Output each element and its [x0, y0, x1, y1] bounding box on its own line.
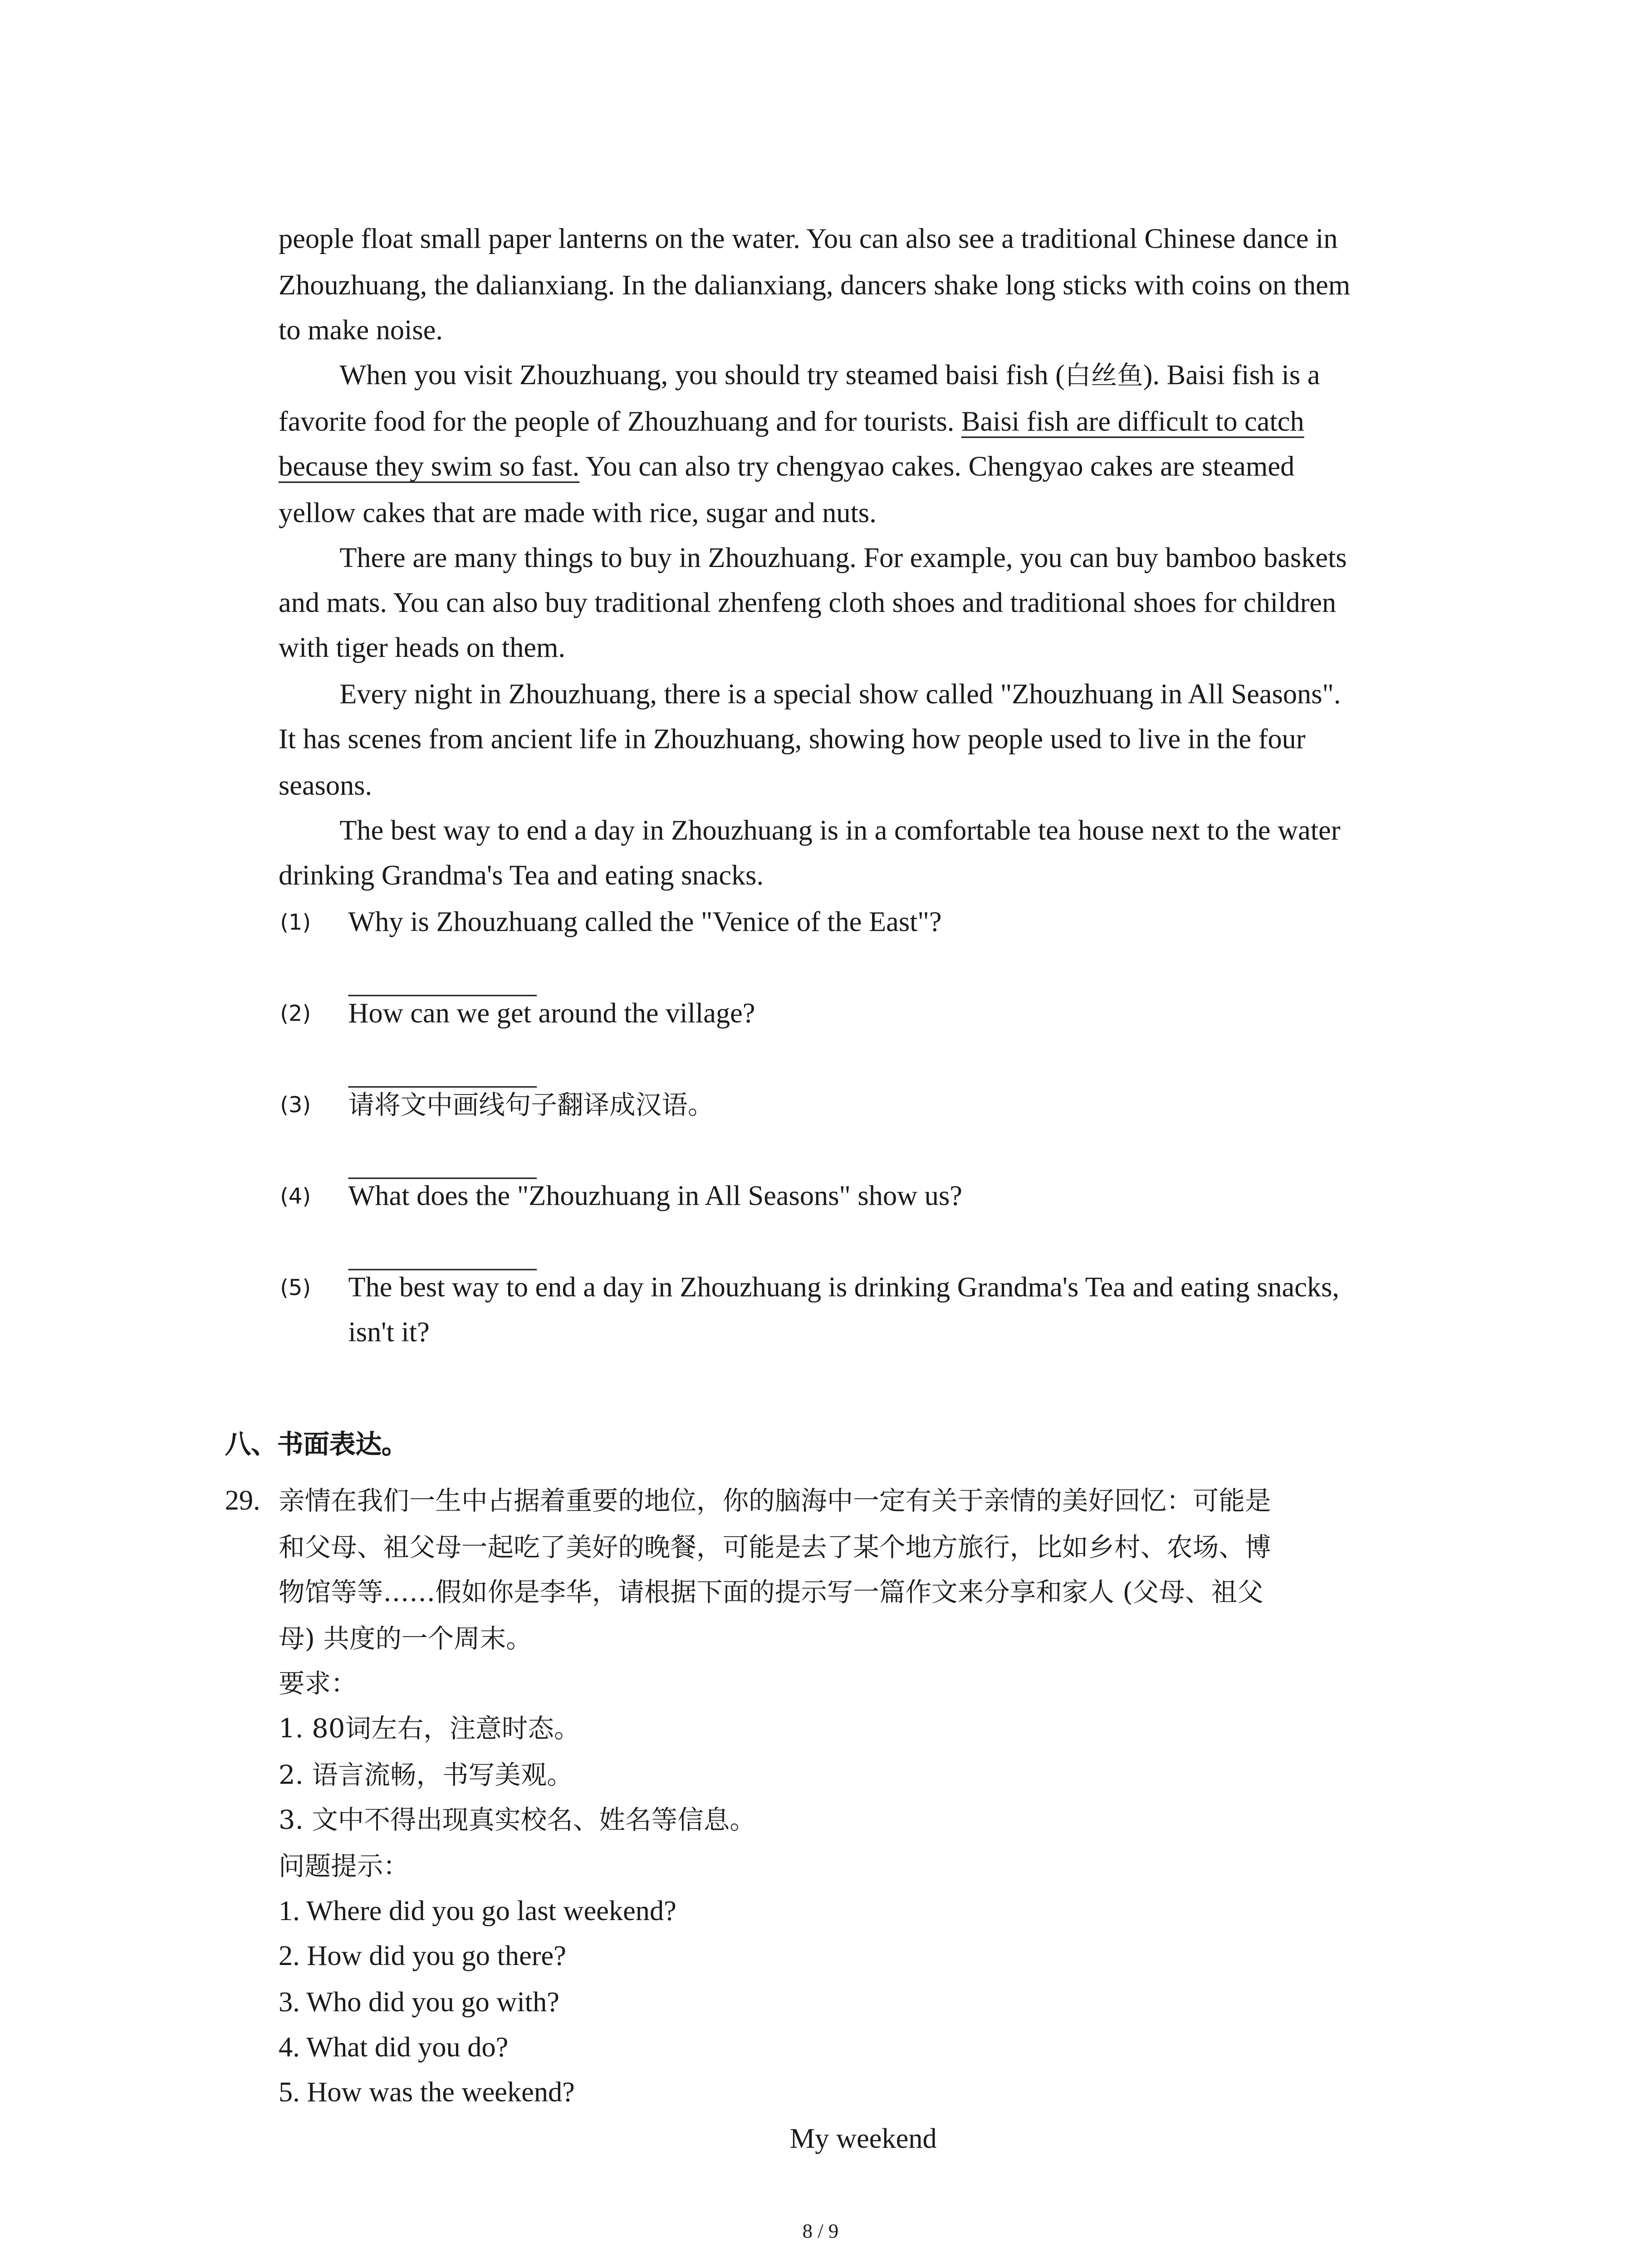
text-segment: favorite food for the people of Zhouzhuang and for tourists. — [279, 407, 961, 438]
passage-line: It has scenes from ancient life in Zhouzhuang, showing how people used to live in the four — [279, 725, 1306, 756]
page-number: 8 / 9 — [802, 2221, 839, 2244]
prompt-line: 亲情在我们一生中占据着重要的地位，你的脑海中一定有关于亲情的美好回忆：可能是 — [279, 1486, 1271, 1517]
passage-line: seasons. — [279, 771, 372, 802]
text-segment: ). Baisi fish is a — [1143, 361, 1320, 392]
question-number: (1) — [280, 909, 311, 936]
requirement-item: 2. 语言流畅，书写美观。 — [279, 1760, 573, 1791]
passage-line: to make noise. — [279, 316, 443, 347]
question-text: 请将文中画线句子翻译成汉语。 — [348, 1090, 714, 1121]
hint-item: 4. What did you do? — [279, 2033, 509, 2064]
passage-line — [279, 406, 1304, 441]
text-segment: When you visit Zhouzhuang, you should try steamed baisi fish ( — [339, 361, 1065, 392]
passage-line — [339, 360, 1320, 395]
passage-line: There are many things to buy in Zhouzhuang. For example, you can buy bamboo baskets — [339, 543, 1347, 575]
hints-title: 问题提示： — [279, 1852, 409, 1882]
question-text: The best way to end a day in Zhouzhuang is drinking Grandma's Tea and eating snacks, — [348, 1273, 1339, 1304]
section-heading: 八、书面表达。 — [225, 1430, 408, 1461]
question-text: How can we get around the village? — [348, 999, 755, 1030]
passage-line: and mats. You can also buy traditional zhenfeng cloth shoes and traditional shoes for children — [279, 588, 1337, 620]
prompt-line: 母) 共度的一个周末。 — [279, 1624, 532, 1655]
question-number: 29. — [225, 1486, 260, 1517]
passage-line — [279, 451, 1294, 486]
passage-line: with tiger heads on them. — [279, 634, 566, 665]
answer-blank[interactable] — [348, 1269, 537, 1270]
hint-item: 2. How did you go there? — [279, 1941, 566, 1972]
requirement-item: 3. 文中不得出现真实校名、姓名等信息。 — [279, 1805, 756, 1836]
prompt-line: 和父母、祖父母一起吃了美好的晚餐，可能是去了某个地方旅行，比如乡村、农场、博 — [279, 1533, 1271, 1564]
passage-line: yellow cakes that are made with rice, sugar and nuts. — [279, 499, 877, 529]
question-number: (5) — [280, 1275, 311, 1301]
answer-blank[interactable] — [348, 995, 537, 996]
requirements-title: 要求： — [279, 1669, 357, 1700]
answer-blank[interactable] — [348, 1178, 537, 1179]
requirement-item: 1. 80词左右，注意时态。 — [279, 1714, 580, 1745]
underlined-sentence: because they swim so fast. — [279, 452, 580, 483]
question-number: (3) — [280, 1092, 311, 1118]
passage-line: Every night in Zhouzhuang, there is a special show called "Zhouzhuang in All Seasons". — [339, 680, 1341, 711]
hint-item: 3. Who did you go with? — [279, 1988, 559, 2019]
passage-line: drinking Grandma's Tea and eating snacks. — [279, 861, 764, 892]
hint-item: 5. How was the weekend? — [279, 2078, 575, 2109]
passage-line: people float small paper lanterns on the water. You can also see a traditional Chinese dance in — [279, 225, 1338, 255]
hint-item: 1. Where did you go last weekend? — [279, 1897, 676, 1927]
question-number: (2) — [280, 1000, 311, 1027]
text-segment: You can also try chengyao cakes. Chengyao cakes are steamed — [579, 452, 1295, 483]
essay-title: My weekend — [789, 2124, 937, 2155]
prompt-line: 物馆等等……假如你是李华，请根据下面的提示写一篇作文来分享和家人 (父母、祖父 — [279, 1578, 1264, 1608]
passage-line: The best way to end a day in Zhouzhuang is in a comfortable tea house next to the water — [339, 816, 1341, 847]
question-text: isn't it? — [348, 1318, 430, 1349]
question-number: (4) — [280, 1183, 311, 1210]
answer-blank[interactable] — [348, 1086, 537, 1088]
chinese-term: 白丝鱼 — [1064, 361, 1143, 392]
question-text: Why is Zhouzhuang called the "Venice of the East"? — [348, 908, 942, 938]
passage-line: Zhouzhuang, the dalianxiang. In the dalianxiang, dancers shake long sticks with coins on them — [279, 271, 1351, 302]
underlined-sentence: Baisi fish are difficult to catch — [961, 407, 1304, 438]
question-text: What does the "Zhouzhuang in All Seasons" show us? — [348, 1182, 962, 1212]
